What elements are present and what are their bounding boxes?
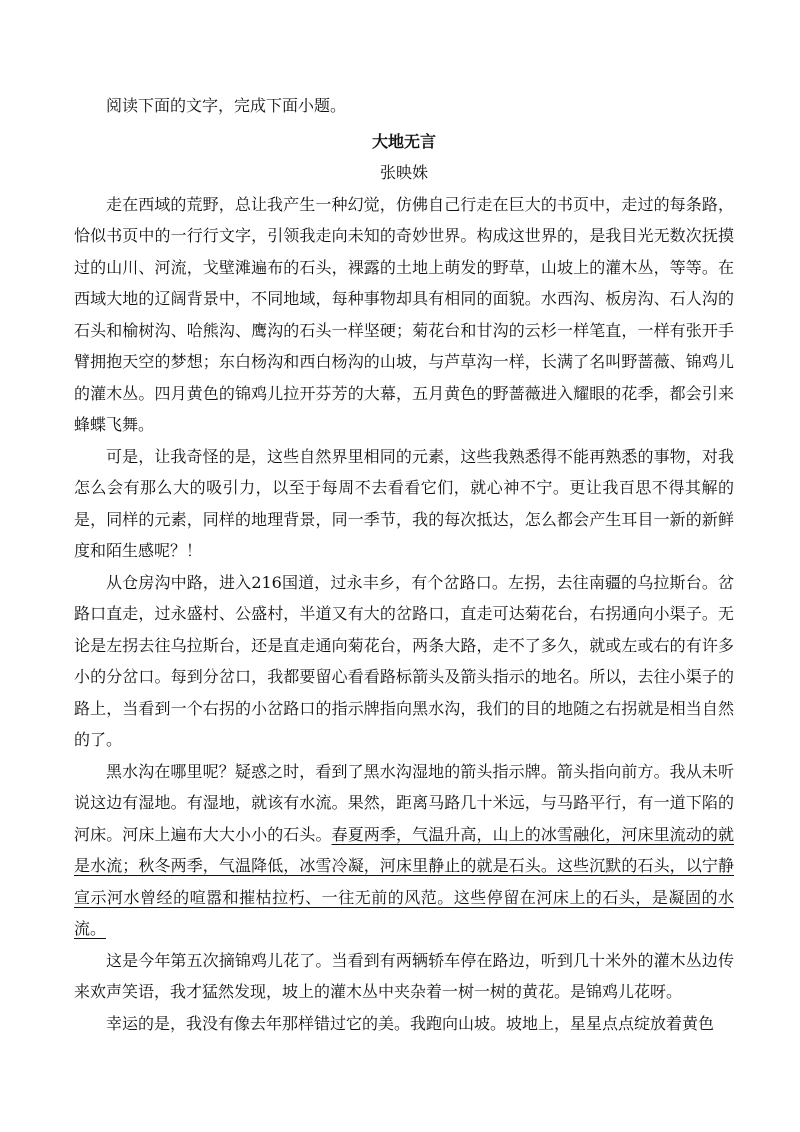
paragraph-5: 这是今年第五次摘锦鸡儿花了。当看到有两辆轿车停在路边，听到几十米外的灌木丛边传来欢声笑语，我才猛然发现，坡上的灌木丛中夹杂着一树一树的黄花。是锦鸡儿花呀。 [74, 950, 734, 1001]
document-content [74, 90, 734, 1039]
paragraph-6: 幸运的是，我没有像去年那样错过它的美。我跑向山坡。坡地上，星星点点绽放着黄色 [106, 1013, 715, 1033]
article-author: 张映姝 [379, 163, 428, 182]
paragraph-3: 从仓房沟中路，进入216国道，过永丰乡，有个岔路口。左拐，去往南疆的乌拉斯台。岔路口直走，过永盛村、公盛村，半道又有大的岔路口，直走可达菊花台，右拐通向小渠子。无论是左拐去往乌拉斯台，还是直走通向菊花台，两条大路，走不了多久，就或左或右的有许多小的分岔口。每到分岔口，我都要留心看看路标箭头及箭头指示的地名。所以，去往小渠子的路上，当看到一个右拐的小岔路口的指示牌指向黑水沟，我们的目的地随之右拐就是相当自然的了。 [74, 572, 734, 749]
paragraph-1: 走在西域的荒野，总让我产生一种幻觉，仿佛自己行走在巨大的书页中，走过的每条路，恰似书页中的一行行文字，引领我走向未知的奇妙世界。构成这世界的，是我目光无数次抚摸过的山川、河流，戈壁滩遍布的石头，裸露的土地上萌发的野草，山坡上的灌木丛，等等。在西域大地的辽阔背景中，不同地域，每种事物却具有相同的面貌。水西沟、板房沟、石人沟的石头和榆树沟、哈熊沟、鹰沟的石头一样坚硬；菊花台和甘沟的云杉一样笔直，一样有张开手臂拥抱天空的梦想；东白杨沟和西白杨沟的山坡，与芦草沟一样，长满了名叫野蔷薇、锦鸡儿的灌木丛。四月黄色的锦鸡儿拉开芬芳的大幕，五月黄色的野蔷薇进入耀眼的花季，都会引来蜂蝶飞舞。 [74, 194, 734, 434]
paragraph-2: 可是，让我奇怪的是，这些自然界里相同的元素，这些我熟悉得不能再熟悉的事物，对我怎么会有那么大的吸引力，以至于每周不去看看它们，就心神不宁。更让我百思不得其解的是，同样的元素，同样的地理背景，同一季节，我的每次抵达，怎么都会产生耳目一新的新鲜度和陌生感呢？！ [74, 446, 734, 560]
question-instruction: 阅读下面的文字，完成下面小题。 [106, 96, 347, 115]
underlined-passage: 春夏两季，气温升高，山上的冰雪融化，河床里流动的就是水流；秋冬两季，气温降低，冰雪冷凝，河床里静止的就是石头。这些沉默的石头，以宁静宣示河水曾经的喧嚣和摧枯拉朽、一往无前的风范。这些停留在河床上的石头，是凝固的水流。 [74, 824, 734, 938]
paragraph-4 [74, 756, 734, 945]
article-title: 大地无言 [371, 131, 436, 151]
paragraph-4-intro: 黑水沟在哪里呢？疑惑之时，看到了黑水沟湿地的箭头指示牌。箭头指向前方。我从未听说这边有湿地。有湿地，就该有水流。果然，距离马路几十米远，与马路平行，有一道下陷的河床。河床上遍布大大小小的石头。 [74, 761, 734, 844]
